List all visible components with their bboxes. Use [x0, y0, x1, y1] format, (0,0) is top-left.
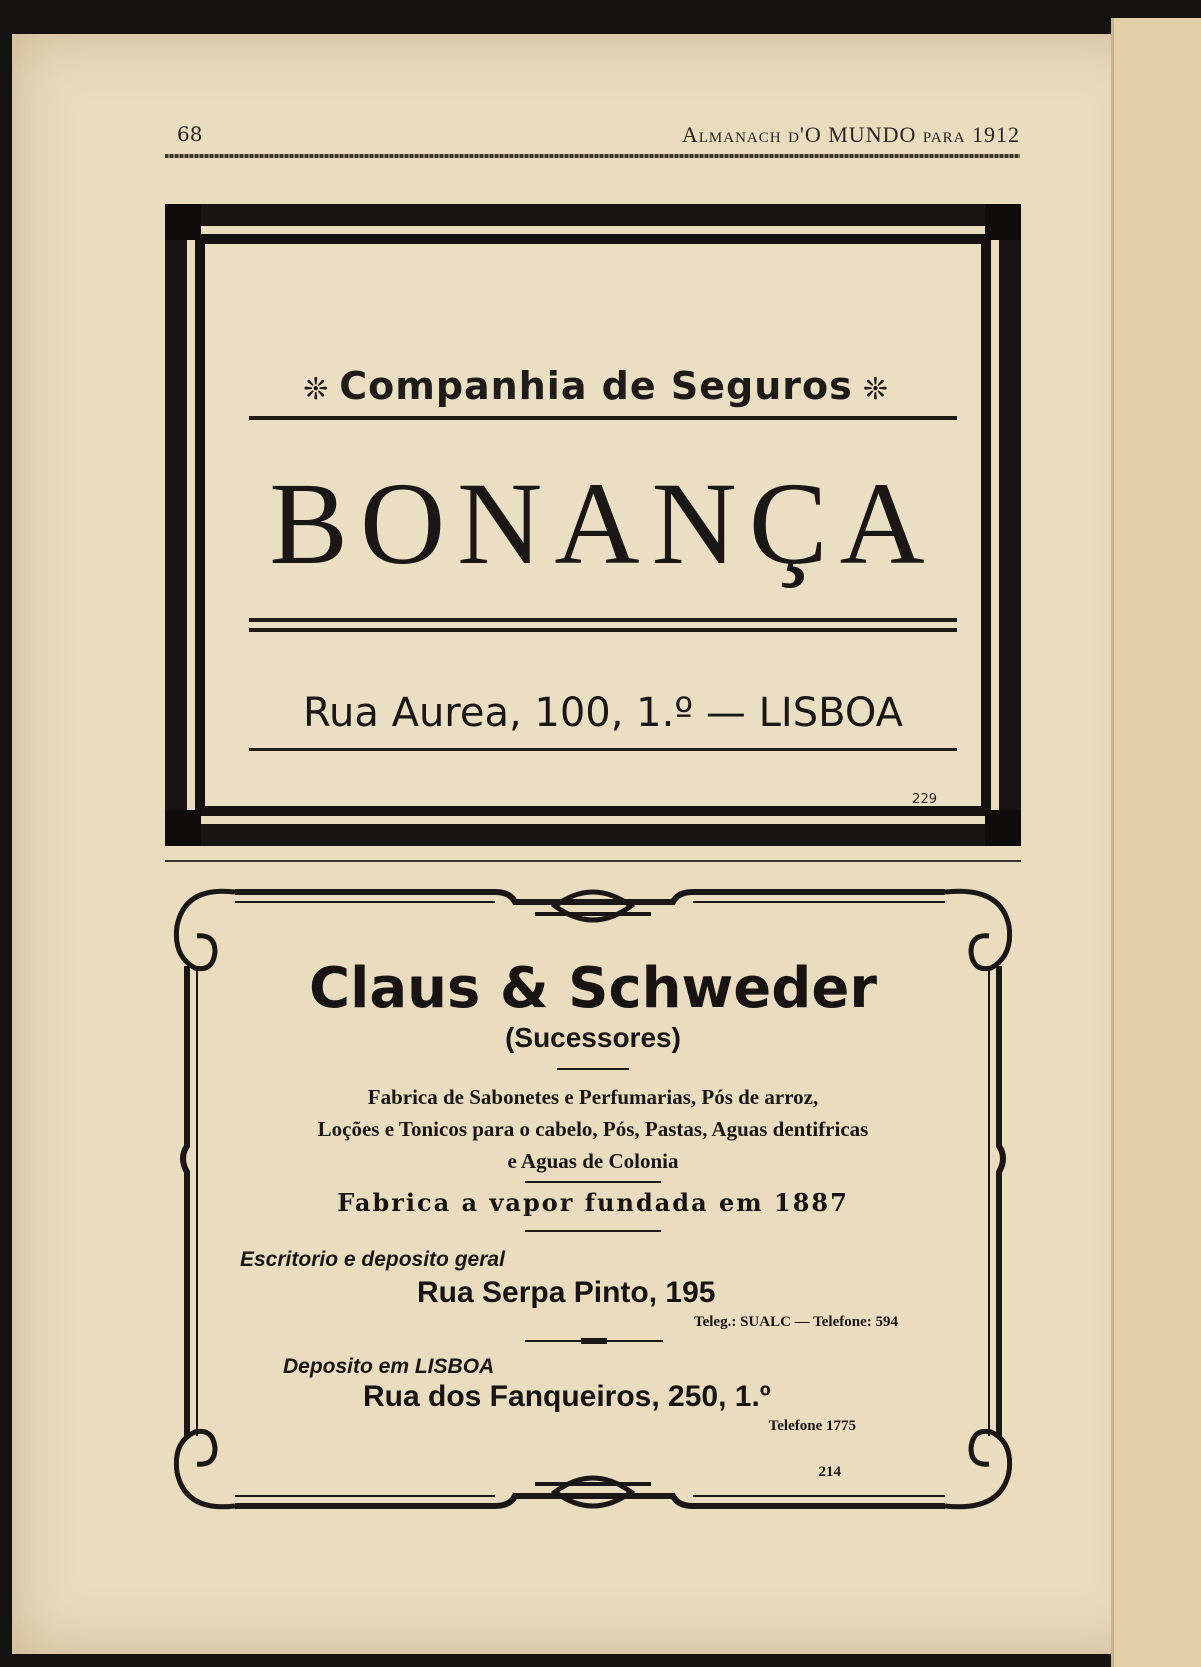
company-address: Rua Aurea, 100, 1.º — LISBOA — [303, 690, 903, 736]
ad-number: 229 — [912, 792, 937, 807]
office-address: Rua Serpa Pinto, 195 — [417, 1276, 716, 1309]
rule — [249, 618, 957, 622]
description-line: Fabrica de Sabonetes e Perfumarias, Pós de arroz, — [367, 1085, 819, 1109]
running-title: Almanach d'O MUNDO para 1912 — [681, 122, 1020, 147]
lisbon-phone: Telefone 1775 — [768, 1418, 856, 1434]
office-contact: Teleg.: SUALC — Telefone: 594 — [693, 1314, 898, 1330]
header-rule — [165, 154, 1020, 158]
lisbon-depot-label: Deposito em LISBOA — [283, 1355, 495, 1378]
ornament-star-icon: ❊ — [862, 372, 889, 407]
claus-schweder-advertisement — [165, 876, 1021, 1521]
rule — [249, 748, 957, 751]
product-description — [225, 1081, 961, 1177]
rule — [249, 416, 957, 420]
lisbon-depot-address: Rua dos Fanqueiros, 250, 1.º — [363, 1380, 771, 1413]
ad-separator — [165, 860, 1021, 862]
company-label-line — [241, 364, 951, 408]
frame-corner — [165, 204, 201, 240]
page-number: 68 — [177, 122, 203, 146]
ornament-star-icon: ❊ — [303, 372, 330, 407]
company-name: Claus & Schweder — [309, 956, 877, 1021]
rule — [525, 1340, 663, 1342]
advertisement-content — [205, 244, 981, 806]
description-line: e Aguas de Colonia — [507, 1149, 679, 1173]
next-page-edge — [1111, 18, 1201, 1667]
company-subtitle: (Sucessores) — [505, 1022, 681, 1053]
description-line: Loções e Tonicos para o cabelo, Pós, Pastas, Aguas dentifricas — [317, 1117, 869, 1141]
frame-corner — [985, 204, 1021, 240]
factory-founded: Fabrica a vapor fundada em 1887 — [337, 1188, 849, 1217]
rule — [249, 628, 957, 632]
ad-number: 214 — [818, 1464, 841, 1480]
rule — [525, 1230, 661, 1232]
company-label: Companhia de Seguros — [339, 364, 853, 408]
bonanca-advertisement — [165, 204, 1021, 846]
company-name: BONANÇA — [269, 458, 937, 589]
page-header — [165, 122, 1020, 150]
office-label: Escritorio e deposito geral — [240, 1248, 505, 1271]
frame-corner — [985, 810, 1021, 846]
rule — [557, 1068, 629, 1070]
frame-corner — [165, 810, 201, 846]
rule — [525, 1181, 661, 1183]
